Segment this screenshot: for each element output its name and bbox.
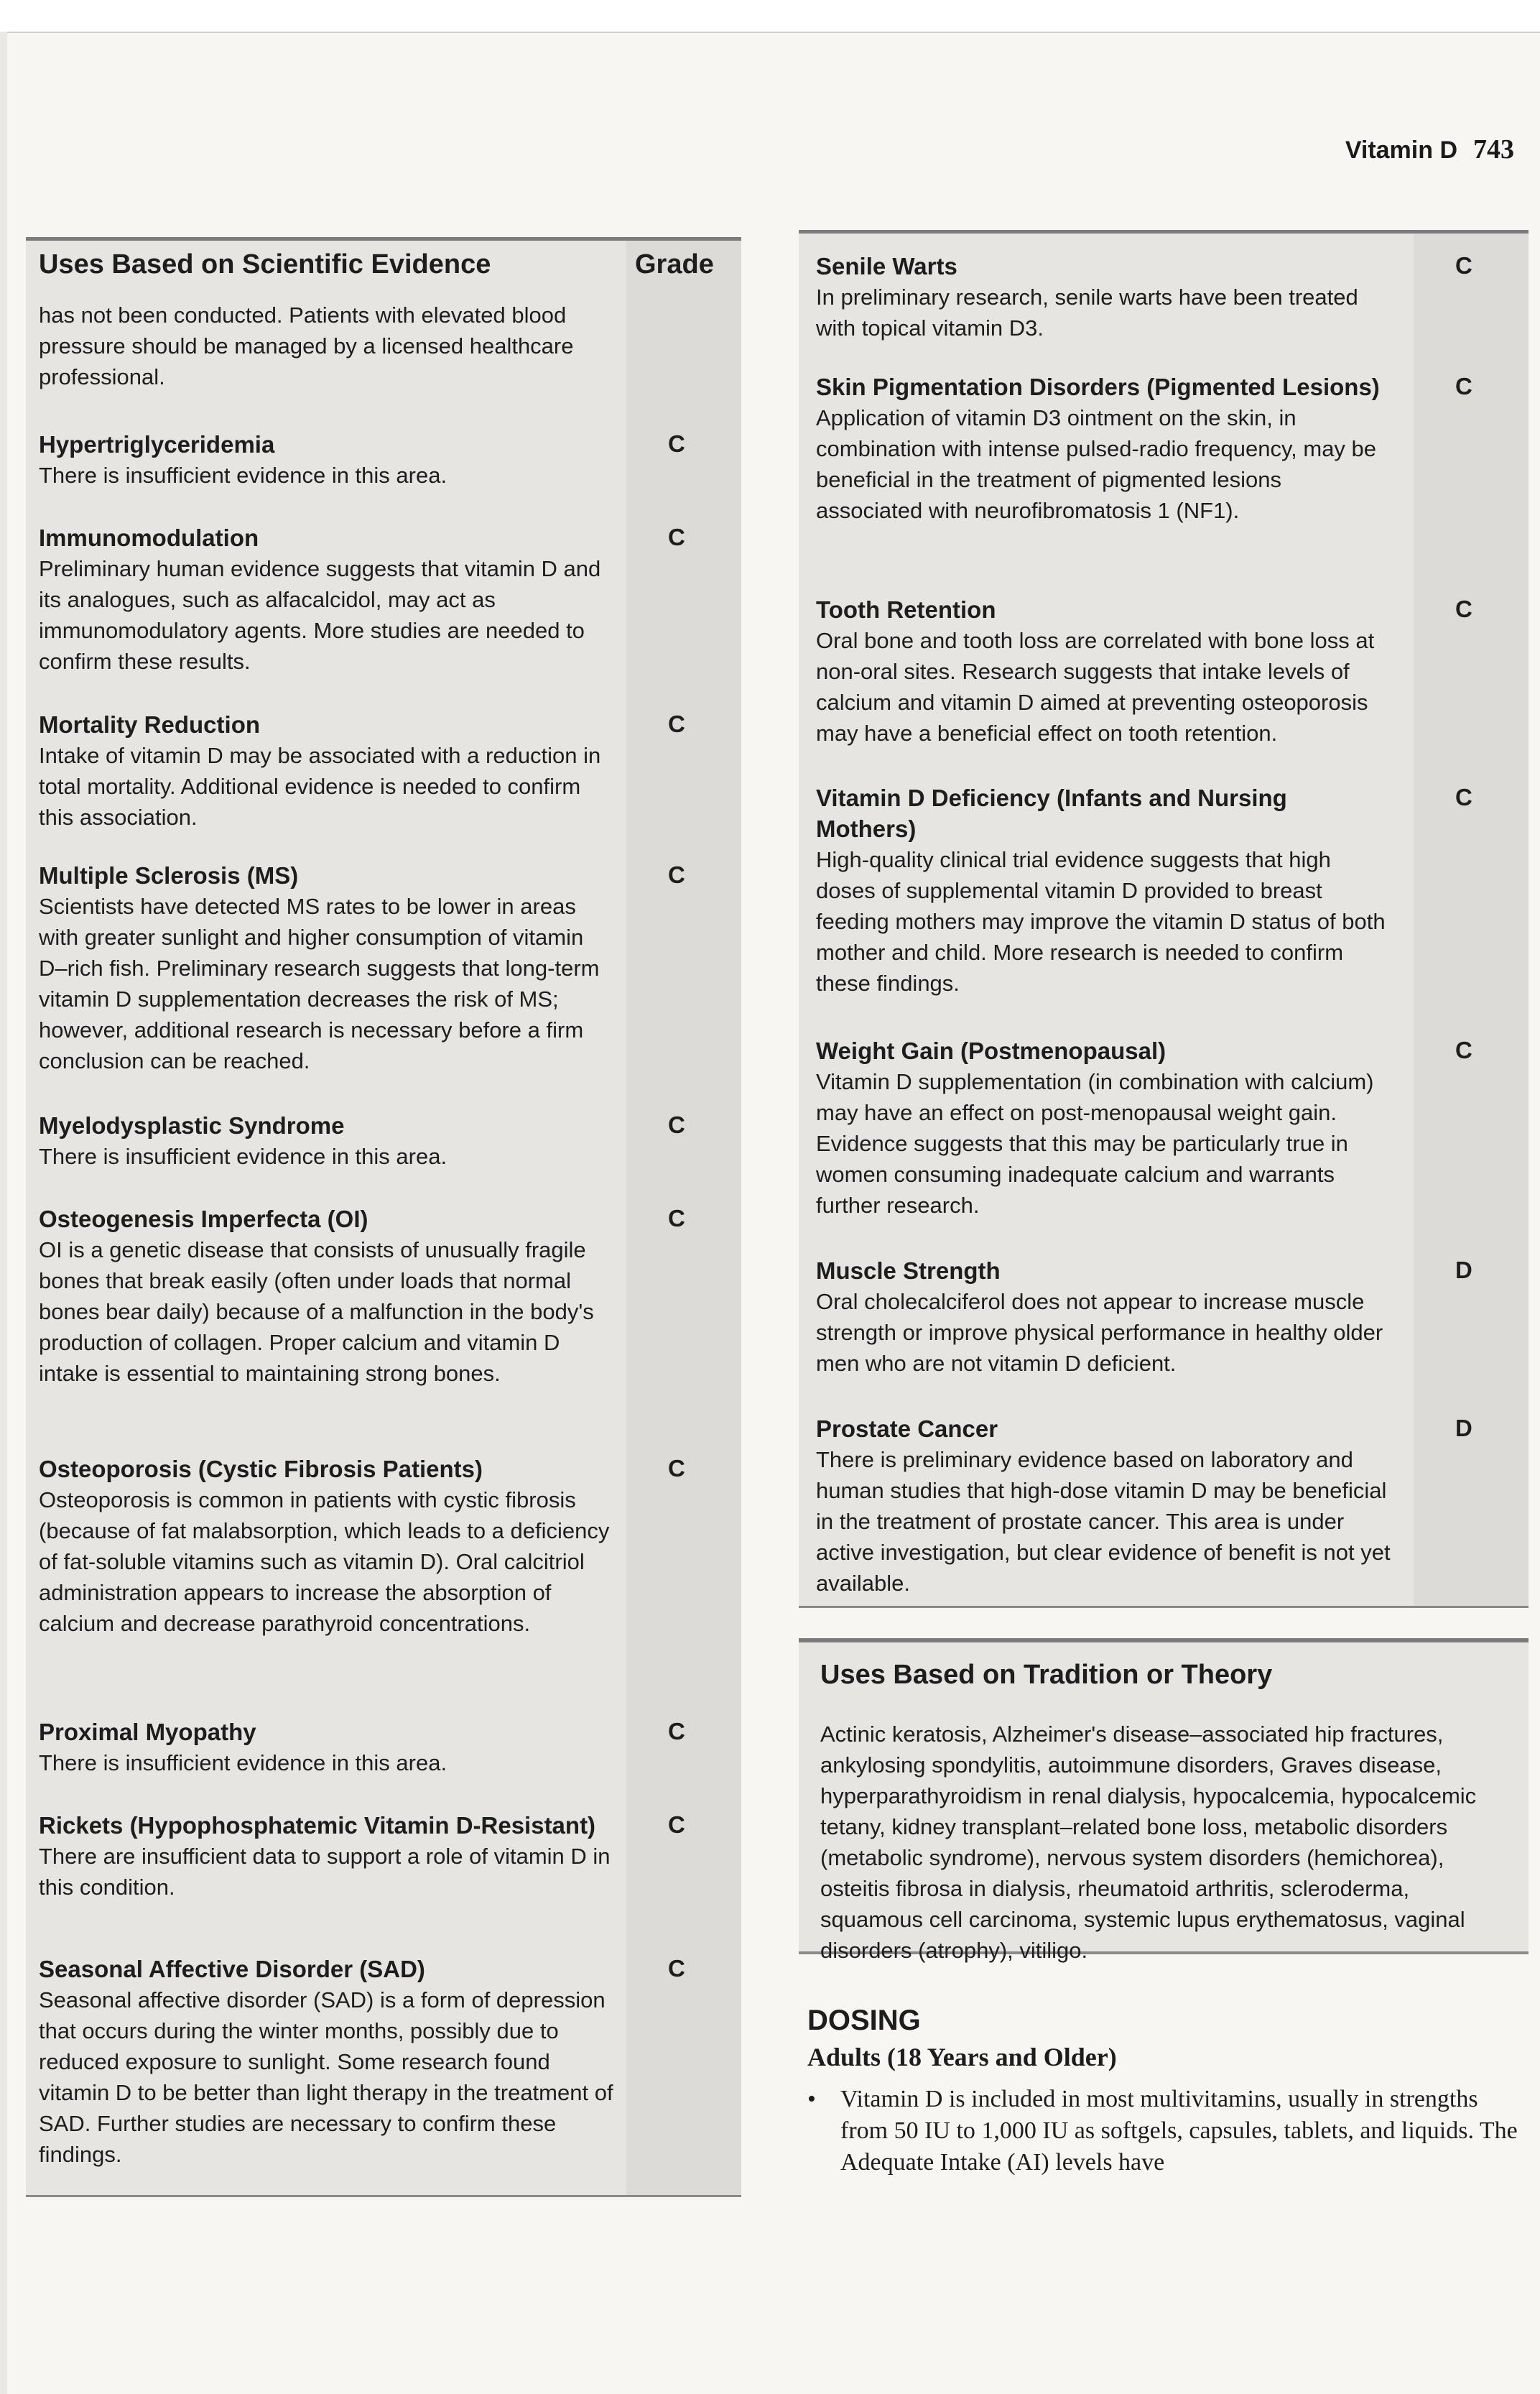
entry-body: In preliminary research, senile warts have been treated with topical vitamin D3. [816,285,1358,341]
scientific-evidence-table [26,237,741,2197]
scientific-evidence-table-continued [799,230,1529,1608]
grade-column [1414,234,1529,1606]
entry-title: Vitamin D Deficiency (Infants and Nursing Mothers) [816,785,1287,842]
entry-grade: C [668,1718,685,1744]
entry-mortality-reduction [39,709,685,833]
entry-grade: D [1455,1415,1472,1441]
entry-title: Mortality Reduction [39,711,261,738]
bullet: • [807,2086,816,2112]
entry-body: Application of vitamin D3 ointment on the skin, in combination with intense pulsed-radio frequency, may be beneficial in the treatment of pigmented lesions associated with neurofibromatosis 1 (NF1). [816,405,1377,523]
table-heading: Uses Based on Scientific Evidence [39,249,491,279]
entry-grade: C [668,1455,685,1482]
tradition-body: Actinic keratosis, Alzheimer's disease–associated hip fractures, ankylosing spondylitis, autoimmune disorders, Graves disease, hyperparathyroidism in renal dialysis, hypocalcemia, hypocalcemic tetany, kidney transplant–related bone loss, metabolic disorders (metabolic syndrome), nervous system disorders (hemichorea), osteitis fibrosa in dialysis, rheumatoid arthritis, scleroderma, squamous cell carcinoma, systemic lupus erythematosus, vaginal disorders (atrophy), vitiligo. [820,1721,1477,1963]
entry-prostate-cancer [816,1413,1472,1599]
entry-grade: C [1455,1037,1472,1063]
entry-osteogenesis-imperfecta [39,1203,685,1389]
entry-body: Osteoporosis is common in patients with cystic fibrosis (because of fat malabsorption, which leads to a deficiency of fat-soluble vitamins such as vitamin D). Oral calcitriol administration appears to increase the absorption of calcium and decrease parathyroid concentrations. [39,1487,610,1636]
entry-title: Myelodysplastic Syndrome [39,1112,345,1139]
entry-multiple-sclerosis [39,860,685,1076]
entry-title: Multiple Sclerosis (MS) [39,862,299,889]
entry-body: There is insufficient evidence in this area. [39,463,447,488]
entry-proximal-myopathy [39,1716,685,1778]
tradition-theory-box [799,1638,1529,1963]
entry-body: Preliminary human evidence suggests that vitamin D and its analogues, such as alfacalcidol, may act as immunomodulatory agents. More studies are needed to confirm these results. [39,556,601,674]
entry-hypertriglyceridemia [39,429,685,491]
entry-senile-warts [816,251,1472,343]
page-top-edge [0,0,1540,33]
dosing-list-item [807,2084,1518,2178]
dosing-heading: DOSING [807,2005,921,2036]
entry-title: Tooth Retention [816,596,996,623]
entry-body: There is preliminary evidence based on laboratory and human studies that high-dose vitamin D may be beneficial in the treatment of prostate cancer. This area is under active investigation, but clear evidence of benefit is not yet available. [816,1447,1391,1596]
entry-grade: C [668,524,685,550]
running-header [1345,134,1514,165]
dosing-item-text: Vitamin D is included in most multivitamins, usually in strengths from 50 IU to 1,000 IU as softgels, capsules, tablets, and liquids. The Adequate Intake (AI) levels have [840,2086,1518,2176]
entry-grade: C [1455,784,1472,810]
entry-body: Scientists have detected MS rates to be lower in areas with greater sunlight and higher consumption of vitamin D–rich fish. Preliminary research suggests that long-term vitamin D supplementation decreases the risk of MS; however, additional research is necessary before a firm conclusion can be reached. [39,894,600,1073]
grade-heading: Grade [635,249,714,279]
entry-body: Intake of vitamin D may be associated with a reduction in total mortality. Additional evidence is needed to confirm this association. [39,743,601,830]
entry-title: Seasonal Affective Disorder (SAD) [39,1956,425,1982]
entry-grade: C [668,1811,685,1838]
entry-body: Oral cholecalciferol does not appear to increase muscle strength or improve physical performance in healthy older men who are not vitamin D deficient. [816,1289,1383,1376]
entry-grade: C [1455,252,1472,279]
entry-title: Prostate Cancer [816,1415,998,1442]
entry-body: Oral bone and tooth loss are correlated with bone loss at non-oral sites. Research suggests that intake levels of calcium and vitamin D aimed at preventing osteoporosis may have a beneficial effect on tooth retention. [816,628,1375,746]
dosing-subheading: Adults (18 Years and Older) [807,2043,1117,2071]
entry-weight-gain [816,1035,1472,1221]
continued-entry [39,300,613,392]
entry-body: High-quality clinical trial evidence suggests that high doses of supplemental vitamin D provided to breast feeding mothers may improve the vitamin D status of both mother and child. More research is needed to confirm these findings. [816,847,1386,996]
tradition-heading: Uses Based on Tradition or Theory [820,1660,1273,1690]
entry-title: Proximal Myopathy [39,1719,256,1745]
entry-body: Seasonal affective disorder (SAD) is a form of depression that occurs during the winter months, possibly due to reduced exposure to sunlight. Some research found vitamin D to be better than light therapy in the treatment of SAD. Further studies are necessary to confirm these findings. [39,1987,613,2167]
entry-title: Hypertriglyceridemia [39,431,275,458]
entry-title: Rickets (Hypophosphatemic Vitamin D-Resistant) [39,1812,596,1839]
entry-grade: C [668,1955,685,1982]
entry-osteoporosis-cf [39,1454,685,1639]
entry-grade: C [668,861,685,888]
entry-grade: D [1455,1257,1472,1283]
entry-body: There is insufficient evidence in this area. [39,1144,447,1169]
entry-grade: C [1455,596,1472,622]
entry-grade: C [668,711,685,737]
entry-body: has not been conducted. Patients with elevated blood pressure should be managed by a licensed healthcare professional. [39,302,574,389]
entry-grade: C [1455,373,1472,399]
entry-body: There are insufficient data to support a role of vitamin D in this condition. [39,1844,611,1900]
entry-rickets [39,1810,685,1903]
entry-vitamin-d-deficiency [816,782,1472,999]
entry-title: Senile Warts [816,253,957,279]
entry-grade: C [668,1205,685,1231]
entry-title: Muscle Strength [816,1257,1001,1284]
entry-body: Vitamin D supplementation (in combination with calcium) may have an effect on post-menopausal weight gain. Evidence suggests that this may be particularly true in women consuming inadequate calcium and warrants further research. [816,1069,1374,1218]
entry-skin-pigmentation [816,371,1472,526]
entry-title: Osteoporosis (Cystic Fibrosis Patients) [39,1456,483,1482]
entry-body: There is insufficient evidence in this area. [39,1750,447,1775]
entry-title: Weight Gain (Postmenopausal) [816,1037,1166,1064]
page-binding-edge [0,32,7,2394]
entry-title: Osteogenesis Imperfecta (OI) [39,1206,368,1232]
entry-grade: C [668,1112,685,1138]
entry-title: Immunomodulation [39,524,259,551]
entry-body: OI is a genetic disease that consists of unusually fragile bones that break easily (often under loads that normal bones bear daily) because of a malfunction in the body's production of collagen. Proper calcium and vitamin D intake is essential to maintaining strong bones. [39,1237,594,1386]
entry-immunomodulation [39,522,685,677]
entry-grade: C [668,430,685,457]
entry-muscle-strength [816,1255,1472,1379]
page-number: 743 [1473,134,1514,165]
running-title: Vitamin D [1345,137,1457,164]
entry-myelodysplastic-syndrome [39,1110,685,1172]
entry-title: Skin Pigmentation Disorders (Pigmented Lesions) [816,374,1380,400]
entry-sad [39,1954,685,2170]
entry-tooth-retention [816,594,1472,749]
